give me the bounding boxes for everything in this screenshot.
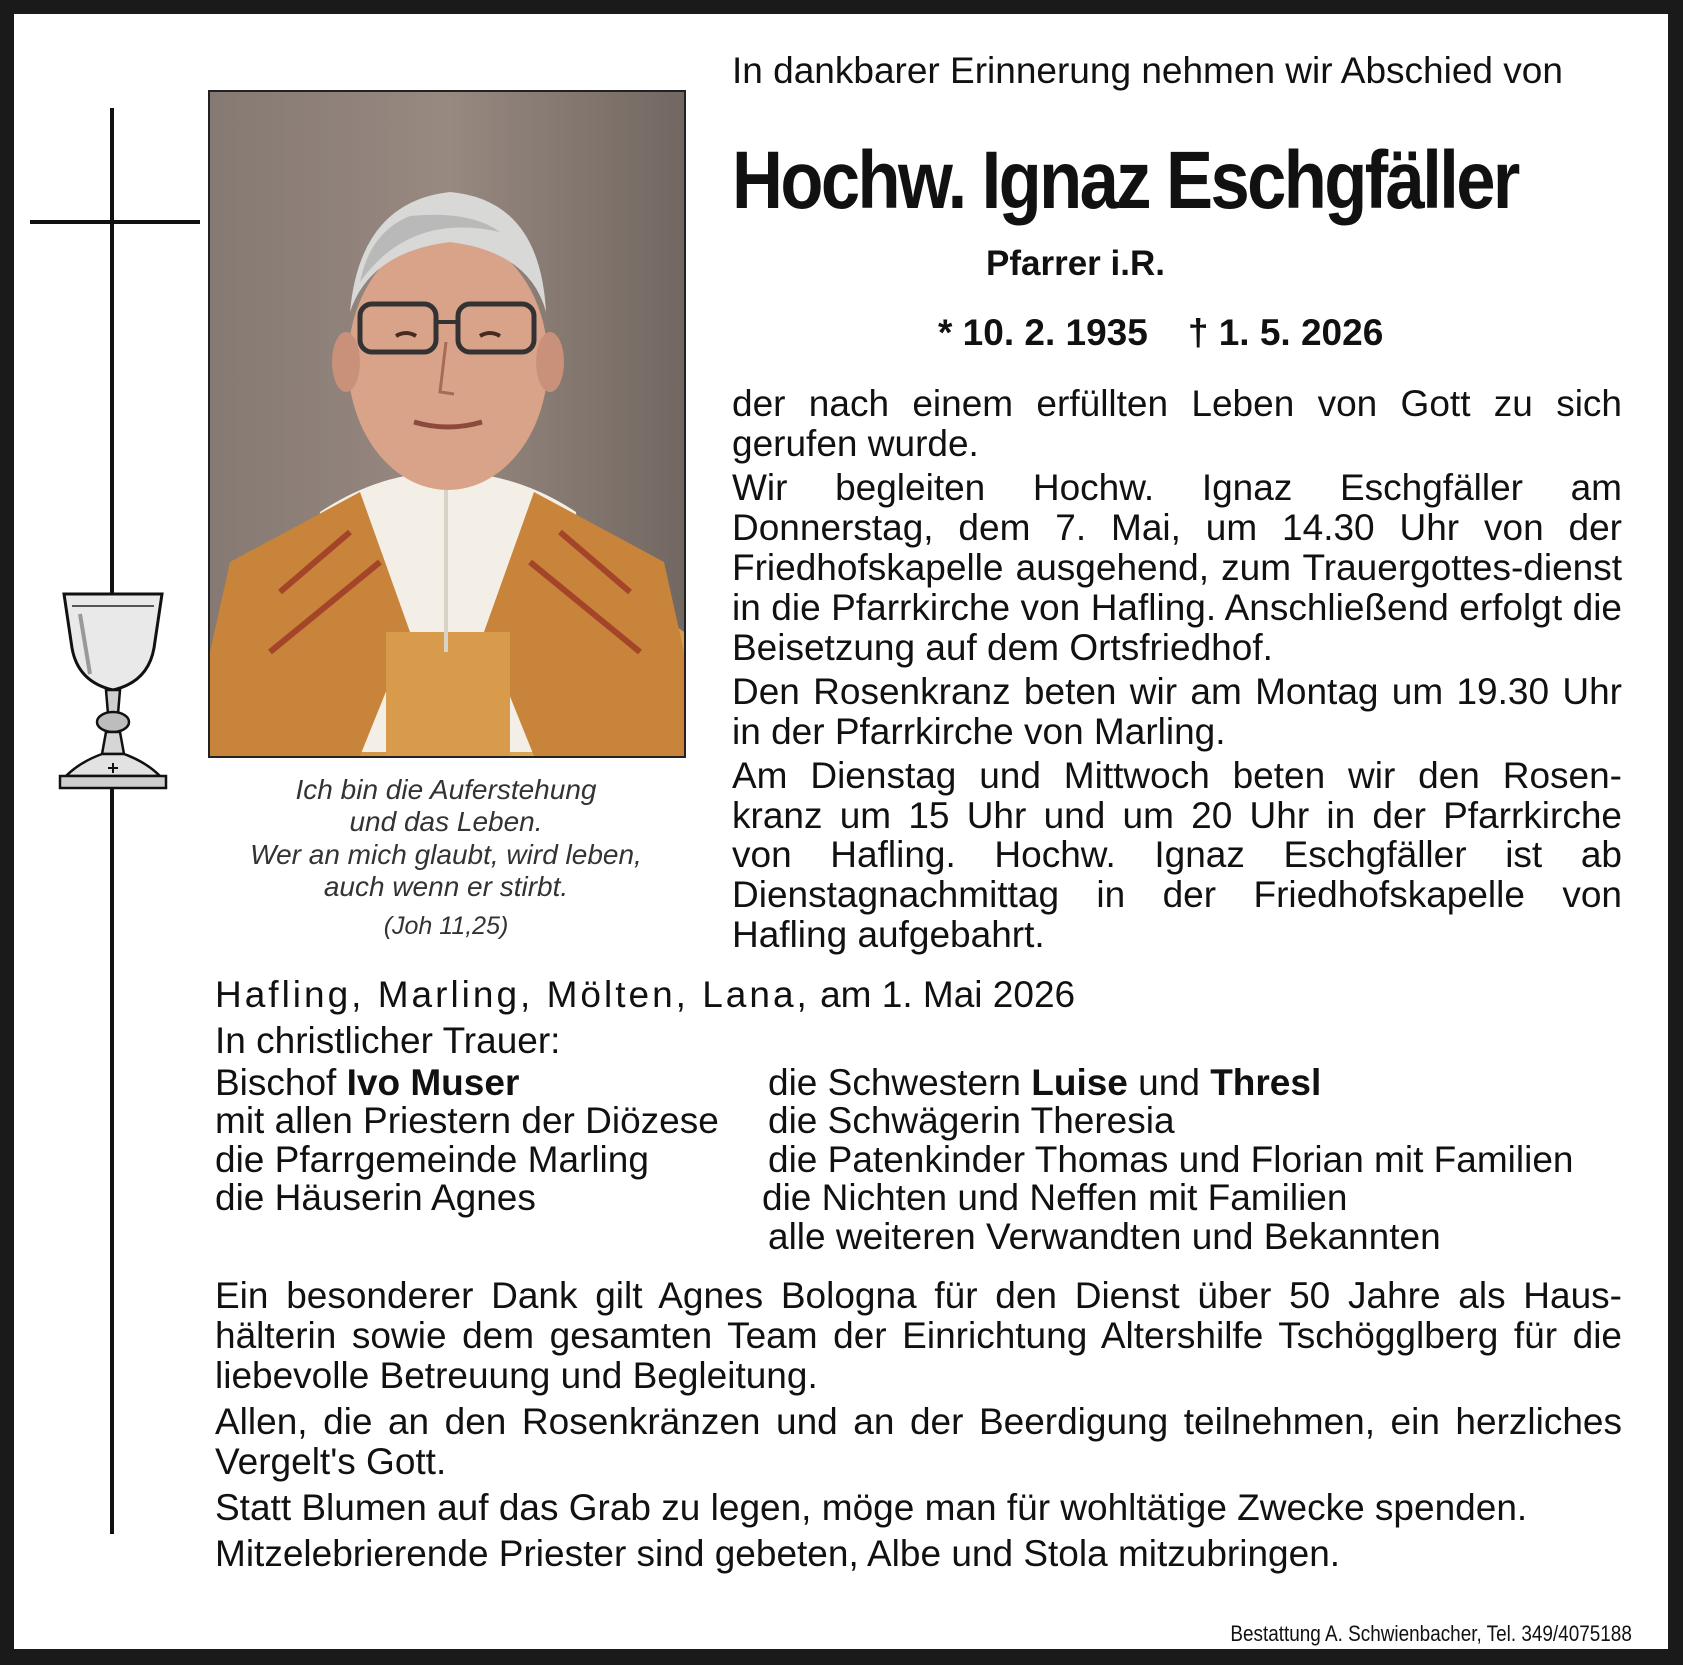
announcement-body (732, 384, 1622, 959)
thanks-section (215, 1276, 1622, 1580)
mourner-name: Luise (1031, 1062, 1128, 1103)
mourner-row (768, 1064, 1573, 1102)
bible-quote (222, 774, 670, 941)
mourner-row: alle weiteren Verwandten und Bekannten (768, 1215, 1441, 1257)
body-paragraph: Den Rosenkranz beten wir am Montag um 19.30 Uhr in der Pfarrkirche von Marling. (732, 670, 1622, 752)
birth-date: * 10. 2. 1935 (938, 312, 1148, 353)
mourner-name: Ivo Muser (346, 1062, 520, 1103)
mourners-right (762, 1062, 1574, 1257)
mourner-row: die Häuserin Agnes (215, 1177, 536, 1219)
thanks-paragraph: Allen, die an den Rosenkränzen und an der Beerdigung teilnehmen, ein herzliches Vergelt's Gott. (215, 1400, 1622, 1482)
death-date: † 1. 5. 2026 (1187, 312, 1384, 353)
body-paragraph: Wir begleiten Hochw. Ignaz Eschgfäller am Donnerstag, dem 7. Mai, um 14.30 Uhr von der Friedhofskapelle ausgehend, zum Trauergottes-dienst in die Pfarrkirche von Hafling. Anschließend erfolgt die Beisetzung auf dem Ortsfriedhof. (732, 466, 1622, 668)
place-date (215, 974, 1075, 1016)
life-dates (938, 312, 1383, 354)
quote-line: und das Leben. (349, 806, 543, 838)
body-paragraph: der nach einem erfüllten Leben von Gott zu sich gerufen wurde. (732, 383, 1622, 464)
obituary-card (14, 14, 1668, 1649)
body-paragraph: Am Dienstag und Mittwoch beten wir den Rosen-kranz um 15 Uhr und um 20 Uhr in der Pfarrkirche von Hafling. Hochw. Ignaz Eschgfäller ist ab Dienstagnachmittag in der Friedhofskapelle von Hafling aufgebahrt. (732, 754, 1622, 956)
intro-line: In dankbarer Erinnerung nehmen wir Abschied von (732, 50, 1563, 91)
mourner-text: Bischof (215, 1062, 347, 1103)
mourner-name: Thresl (1210, 1062, 1322, 1103)
cross-icon (110, 108, 114, 1534)
cross-bar (30, 220, 200, 224)
quote-reference: (Joh 11,25) (383, 911, 509, 940)
quote-line: Wer an mich glaubt, wird leben, (250, 838, 642, 870)
thanks-paragraph: Mitzelebrierende Priester sind gebeten, Albe und Stola mitzubringen. (215, 1532, 1341, 1574)
thanks-paragraph: Ein besonderer Dank gilt Agnes Bologna für den Dienst über 50 Jahre als Haus-hälterin sowie dem gesamten Team der Einrichtung Altershilfe Tschögglberg für die liebevolle Betreuung und Begleitung. (215, 1275, 1622, 1396)
mourner-row: die Pfarrgemeinde Marling (215, 1138, 649, 1180)
chalice-icon (50, 586, 176, 796)
place-towns: Hafling, Marling, Mölten, Lana, (215, 974, 810, 1015)
place-date-text: am 1. Mai 2026 (820, 974, 1076, 1015)
mourner-row: die Schwägerin Theresia (768, 1100, 1175, 1142)
mourner-row: mit allen Priestern der Diözese (215, 1100, 719, 1142)
mourners-heading: In christlicher Trauer: (215, 1020, 561, 1061)
thanks-paragraph: Statt Blumen auf das Grab zu legen, möge man für wohltätige Zwecke spenden. (215, 1486, 1528, 1528)
quote-line: Ich bin die Auferstehung (295, 774, 597, 805)
portrait-photo (208, 90, 686, 758)
quote-line: auch wenn er stirbt. (323, 871, 569, 903)
deceased-title: Pfarrer i.R. (986, 244, 1165, 283)
mourner-text: die Schwestern (768, 1062, 1032, 1103)
deceased-name: Hochw. Ignaz Eschgfäller (732, 135, 1518, 226)
mourner-row: die Nichten und Neffen mit Familien (762, 1177, 1348, 1219)
mourner-row (215, 1064, 719, 1102)
funeral-home-credit: Bestattung A. Schwienbacher, Tel. 349/4075188 (1230, 1621, 1632, 1646)
mourner-text: und (1127, 1062, 1211, 1103)
mourner-row: die Patenkinder Thomas und Florian mit Familien (768, 1138, 1574, 1180)
mourners-left (215, 1064, 719, 1218)
